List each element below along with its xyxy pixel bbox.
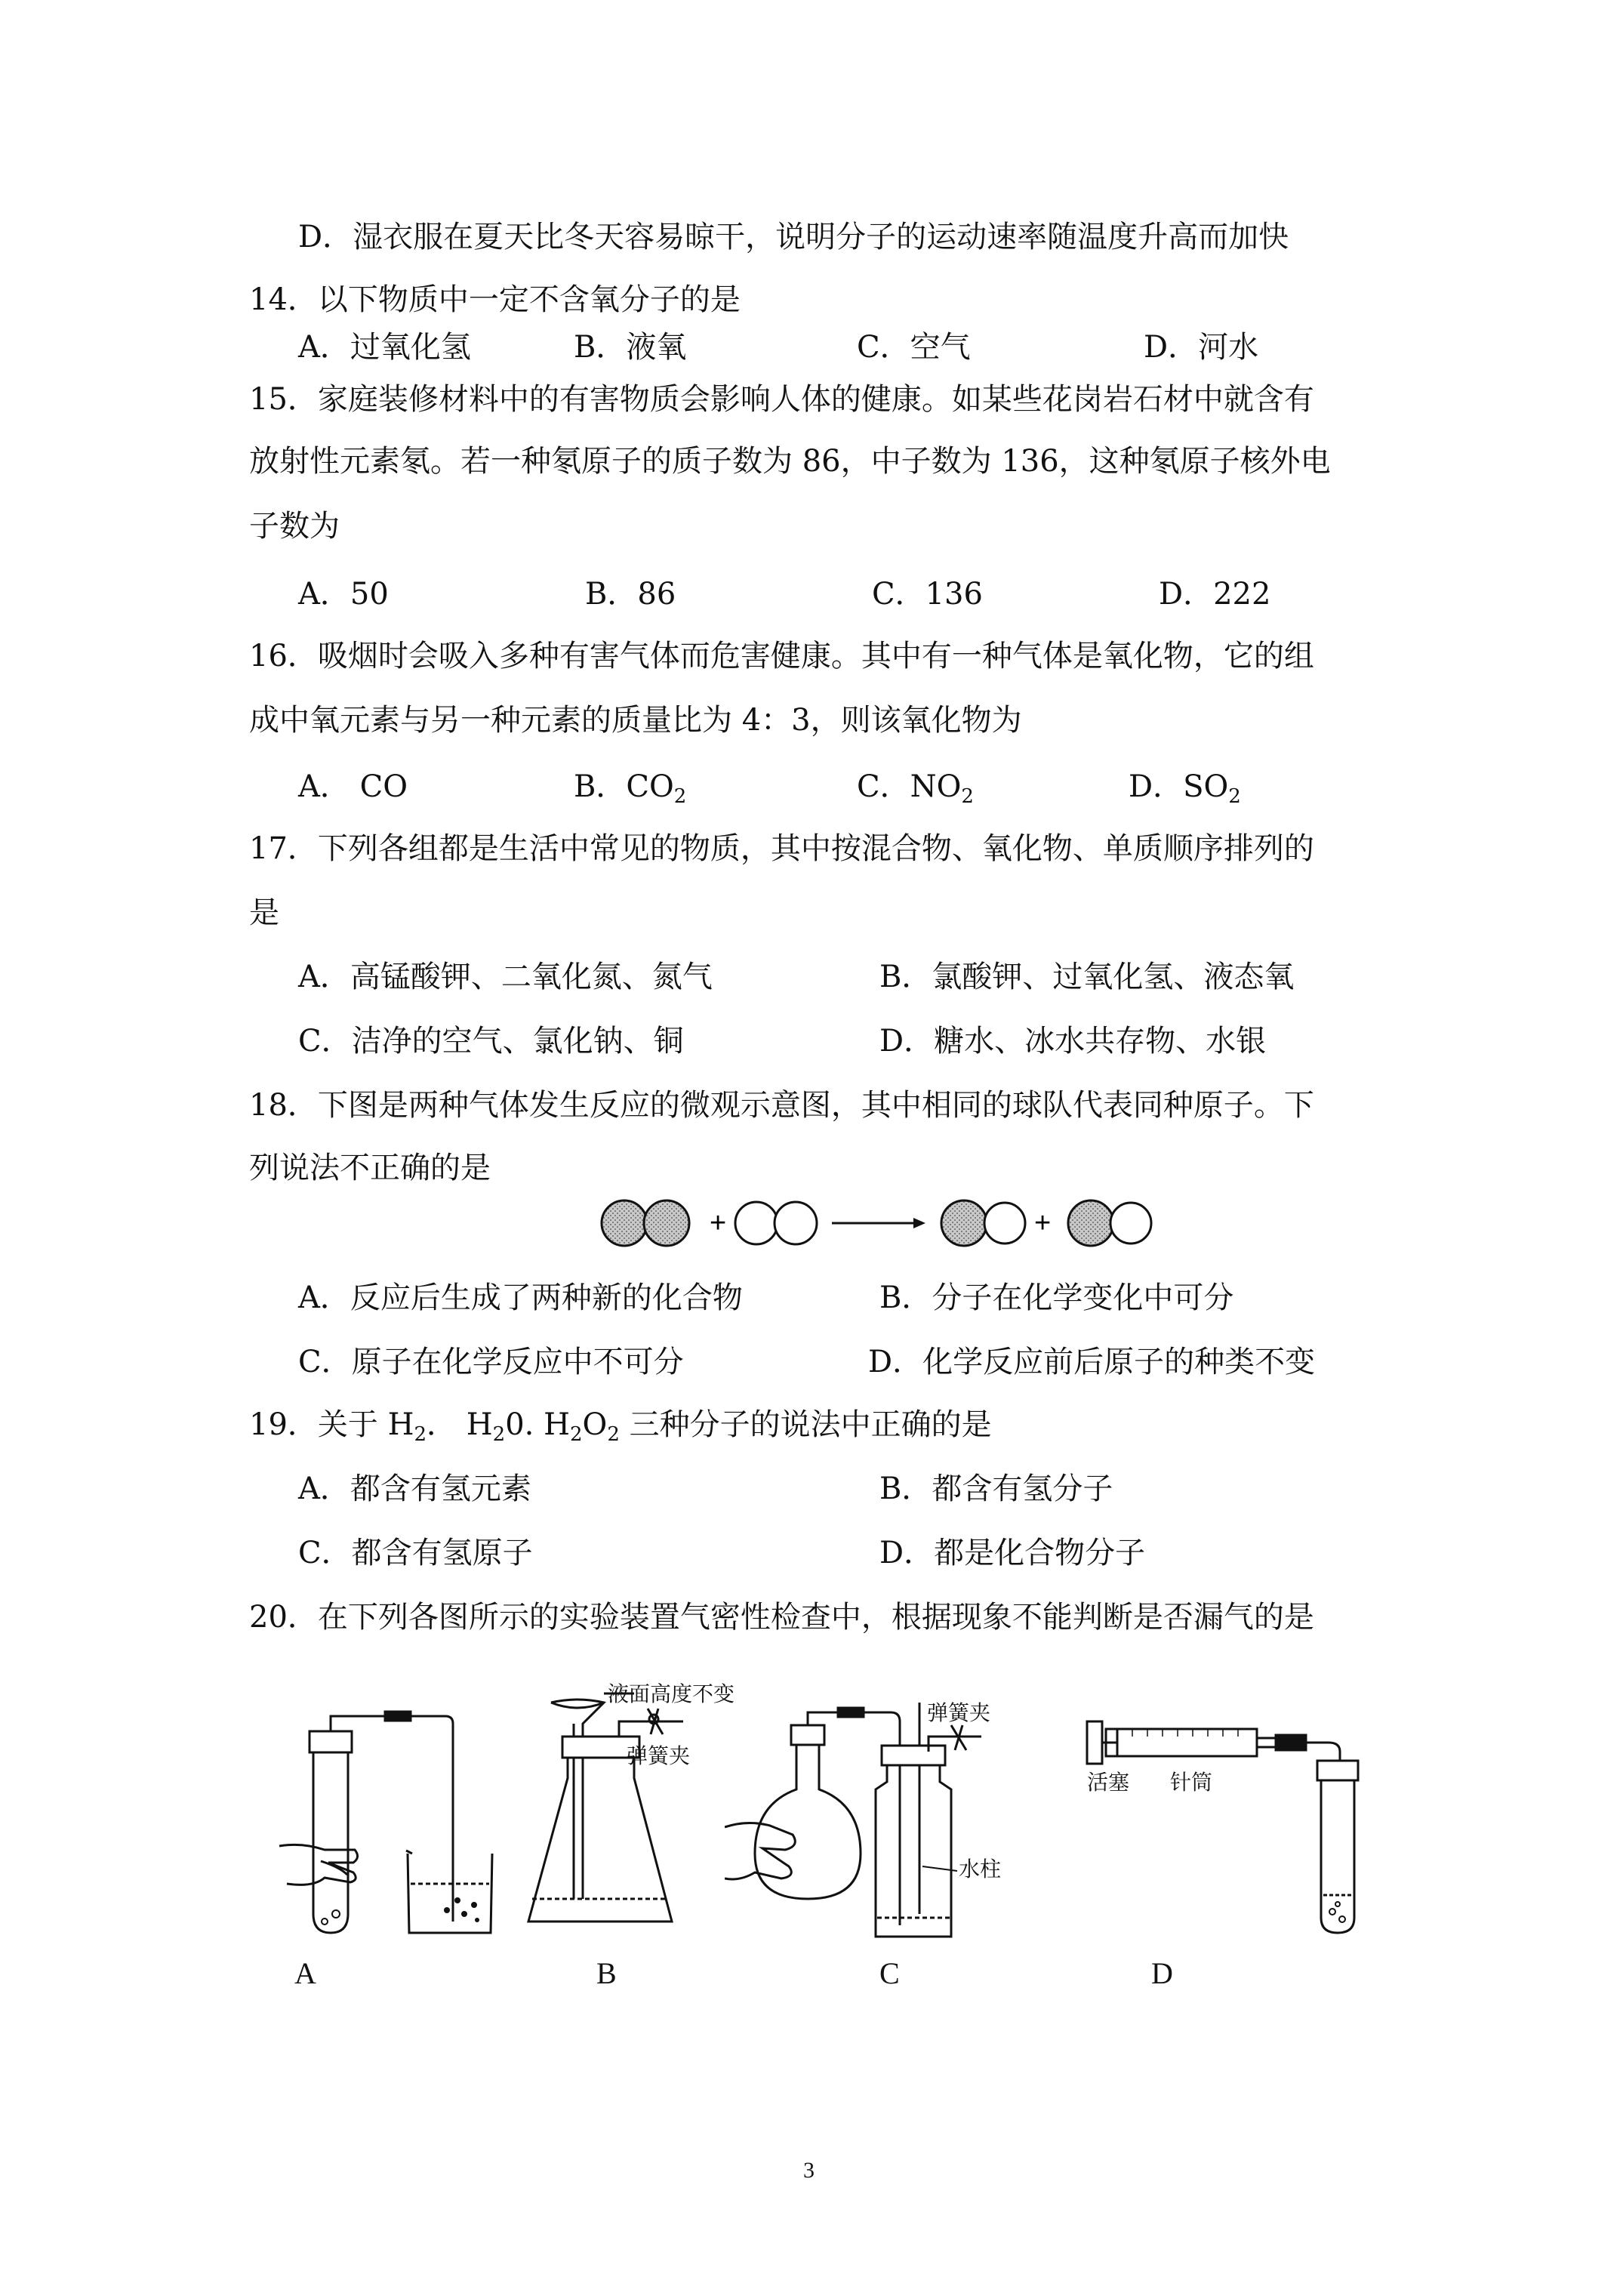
q19-option-b: B．都含有氢分子 <box>879 1472 1113 1506</box>
plus-sign-1: + <box>710 1207 727 1239</box>
plus-sign-2: + <box>1034 1207 1052 1239</box>
product-molecule-2 <box>1068 1200 1151 1246</box>
c-label-water-column: 水柱 <box>959 1857 1002 1881</box>
q17-stem-2: 是 <box>249 895 279 930</box>
q16-option-b: B．$CO_2$ <box>574 769 687 808</box>
figure-label-a: A <box>294 1956 316 1990</box>
q19-stem: 19．关于 $H_2$． $H_20$. $H_2O_2$ 三种分子的说法中正确的是 <box>249 1407 992 1446</box>
q14-stem: 14．以下物质中一定不含氧分子的是 <box>249 282 741 317</box>
q19-option-c: C．都含有氢原子 <box>298 1536 533 1570</box>
b-label-level: 液面高度不变 <box>608 1681 735 1706</box>
q15-stem-1: 15．家庭装修材料中的有害物质会影响人体的健康。如某些花岗岩石材中就含有 <box>249 382 1314 417</box>
c-label-clamp: 弹簧夹 <box>927 1700 991 1725</box>
q13-option-d: D．湿衣服在夏天比冬天容易晾干，说明分子的运动速率随温度升高而加快 <box>298 220 1289 254</box>
q18-option-a: A．反应后生成了两种新的化合物 <box>298 1281 743 1315</box>
q16-option-c: C．$NO_2$ <box>857 769 974 808</box>
figure-label-d: D <box>1151 1956 1173 1990</box>
q14-option-a: A．过氧化氢 <box>298 330 471 365</box>
q18-stem-1: 18．下图是两种气体发生反应的微观示意图，其中相同的球队代表同种原子。下 <box>249 1088 1314 1123</box>
reaction-arrow <box>832 1218 925 1228</box>
q19-option-a: A．都含有氢元素 <box>298 1472 531 1506</box>
q20-stem: 20．在下列各图所示的实验装置气密性检查中，根据现象不能判断是否漏气的是 <box>249 1600 1314 1635</box>
reactant-molecule-1 <box>602 1200 689 1246</box>
q16-stem-2: 成中氧元素与另一种元素的质量比为 4：3，则该氧化物为 <box>249 703 1022 738</box>
q17-option-a: A．高锰酸钾、二氧化氮、氮气 <box>298 960 713 994</box>
q16-option-a: A． CO <box>298 769 408 804</box>
apparatus-d <box>1072 1714 1374 1940</box>
reactant-molecule-2 <box>735 1202 817 1244</box>
q18-option-d: D．化学反应前后原子的种类不变 <box>868 1345 1316 1379</box>
product-molecule-1 <box>941 1200 1025 1246</box>
q16-option-d: D．$SO_2$ <box>1129 769 1241 808</box>
q17-stem-1: 17．下列各组都是生活中常见的物质，其中按混合物、氧化物、单质顺序排列的 <box>249 831 1314 866</box>
q14-option-b: B．液氧 <box>574 330 687 365</box>
q16-stem-1: 16．吸烟时会吸入多种有害气体而危害健康。其中有一种气体是氧化物，它的组 <box>249 639 1314 673</box>
q15-option-a: A．50 <box>298 577 389 612</box>
q15-option-d: D．222 <box>1159 577 1271 612</box>
q18-stem-2: 列说法不正确的是 <box>249 1151 491 1185</box>
q19-option-d: D．都是化合物分子 <box>879 1536 1146 1570</box>
q18-option-c: C．原子在化学反应中不可分 <box>298 1345 684 1379</box>
q17-option-b: B．氯酸钾、过氧化氢、液态氧 <box>879 960 1295 994</box>
figure-label-b: B <box>596 1956 617 1990</box>
q14-option-c: C．空气 <box>857 330 971 365</box>
q14-option-d: D．河水 <box>1144 330 1259 365</box>
d-label-piston: 活塞 <box>1087 1770 1130 1795</box>
b-label-clamp: 弹簧夹 <box>627 1743 691 1768</box>
q17-option-c: C．洁净的空气、氯化钠、铜 <box>298 1024 684 1059</box>
q18-option-b: B．分子在化学变化中可分 <box>879 1281 1234 1315</box>
q15-stem-2: 放射性元素氡。若一种氡原子的质子数为 86，中子数为 136，这种氡原子核外电 <box>249 444 1331 479</box>
d-label-syringe: 针筒 <box>1170 1770 1213 1795</box>
q15-option-b: B．86 <box>585 577 676 612</box>
figure-label-c: C <box>879 1956 900 1990</box>
apparatus-c <box>725 1691 1042 1948</box>
page-number: 3 <box>803 2158 815 2183</box>
q17-option-d: D．糖水、冰水共存物、水银 <box>879 1024 1267 1059</box>
q15-stem-3: 子数为 <box>249 509 340 544</box>
apparatus-a <box>272 1703 521 1944</box>
q15-option-c: C．136 <box>872 577 983 612</box>
reaction-diagram <box>589 1189 1163 1257</box>
